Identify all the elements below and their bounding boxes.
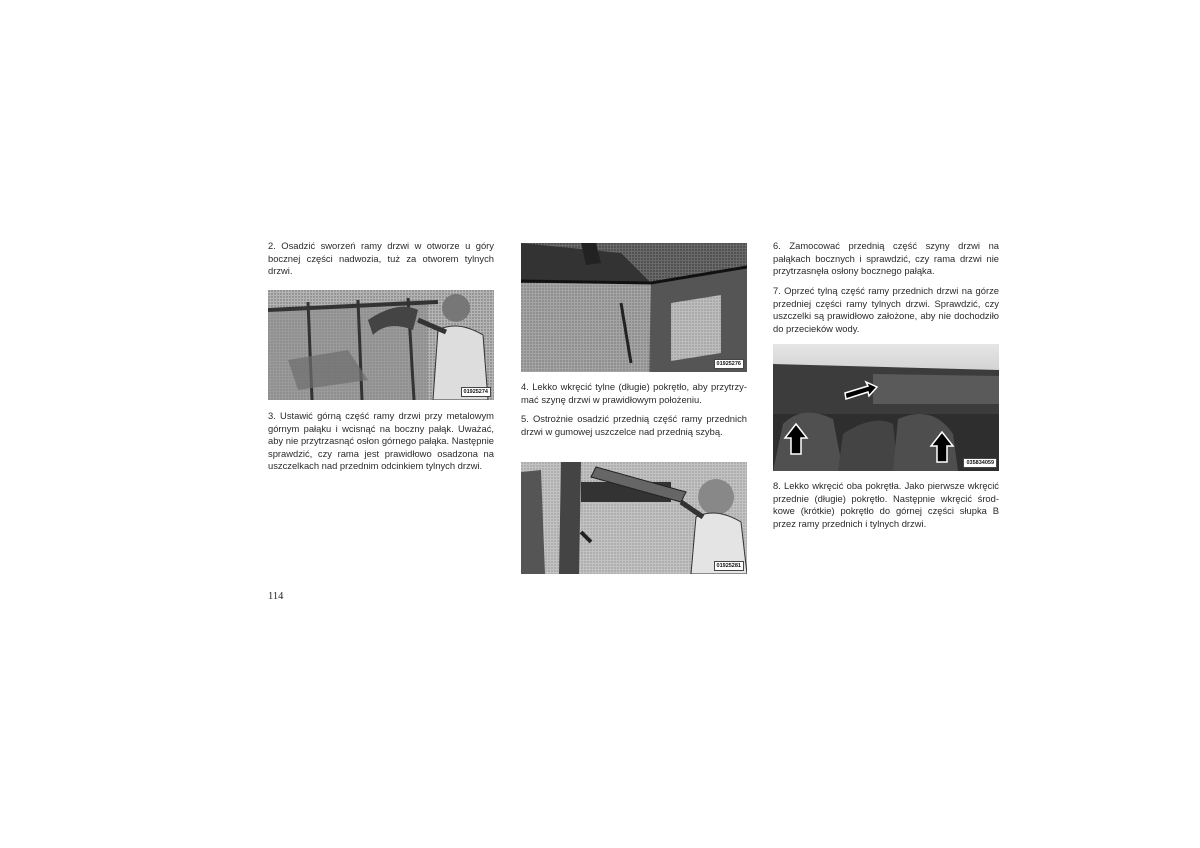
vehicle-illustration-2 bbox=[521, 243, 747, 372]
vehicle-illustration-3 bbox=[521, 462, 747, 574]
figure-door-rail-top bbox=[521, 243, 747, 372]
step-3-text: 3. Ustawić górną część ramy drzwi przy metalowym górnym pałąku i wcisnąć na boczny pałąk. Uważać, aby nie przytrzasnąć osłon górnego pałąka. Następnie sprawdzić, czy rama jest prawidłowo osadzona na uszczelkach nad przednim odcinkiem tylnych drzwi. bbox=[268, 410, 494, 472]
figure-front-door-seal bbox=[521, 462, 747, 574]
step-4-text: 4. Lekko wkręcić tylne (długie) pokrętło, aby przytrzy-mać szynę drzwi w prawidłowym położeniu. bbox=[521, 381, 747, 405]
step-6-text: 6. Zamocować przednią część szyny drzwi na pałąkach bocznych i sprawdzić, czy rama drzwi nie przytrzasnęła osłony bocznego pałąka. bbox=[773, 240, 999, 277]
vehicle-photo-4 bbox=[773, 344, 999, 471]
step-2-text: 2. Osadzić sworzeń ramy drzwi w otworze u góry bocznej części nadwozia, tuż za otworem tylnych drzwi. bbox=[268, 240, 494, 277]
vehicle-illustration-1 bbox=[268, 290, 494, 400]
figure-code: 01925274 bbox=[461, 387, 491, 397]
figure-code: 01925276 bbox=[714, 359, 744, 369]
step-8-text: 8. Lekko wkręcić oba pokrętła. Jako pierwsze wkręcić przednie (długie) pokrętło. Następnie wkręcić środ-kowe (krótkie) pokrętło do górnej części słupka B przez ramy przednich i tylnych drzwi. bbox=[773, 480, 999, 529]
figure-code: 01925281 bbox=[714, 561, 744, 571]
step-7-text: 7. Oprzeć tylną część ramy przednich drzwi na górze przedniej części ramy tylnych drzwi. Sprawdzić, czy uszczelki są prawidłowo założone, aby nie dochodziło do przecieków wody. bbox=[773, 285, 999, 334]
figure-door-pin-installation bbox=[268, 290, 494, 400]
figure-code: 035834059 bbox=[963, 458, 997, 468]
figure-door-frame-seals bbox=[773, 344, 999, 471]
step-5-text: 5. Ostrożnie osadzić przednią część ramy przednich drzwi w gumowej uszczelce nad przednią szybą. bbox=[521, 413, 747, 437]
page-number: 114 bbox=[268, 591, 284, 602]
